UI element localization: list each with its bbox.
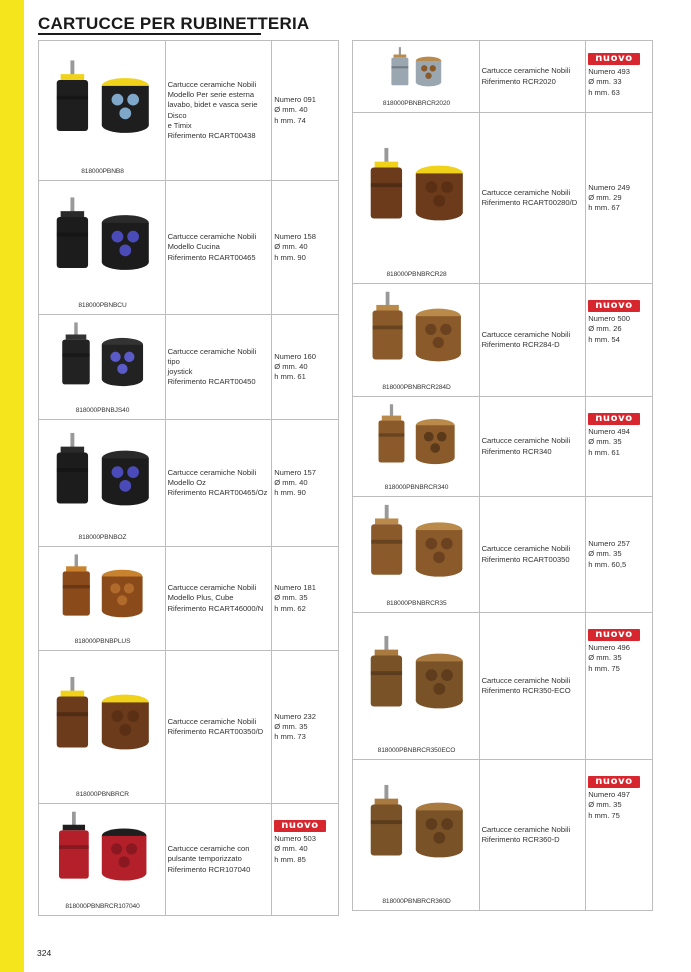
nuovo-badge: nuovo	[588, 413, 640, 425]
spec-line: h mm. 75	[588, 810, 620, 820]
cartridge-photo	[43, 185, 161, 300]
spec-line: Numero 249	[588, 182, 630, 192]
spec-line: h mm. 63	[588, 87, 620, 97]
nuovo-badge: nuovo	[274, 820, 326, 832]
product-row	[353, 613, 653, 760]
spec-line: Ø mm. 29	[588, 192, 622, 202]
product-specs	[586, 497, 653, 612]
spec-line: Ø mm. 26	[588, 324, 622, 334]
description-line: Cartucce ceramiche Nobili	[167, 467, 257, 477]
product-code: 818000PBNBRCR350ECO	[377, 746, 456, 754]
product-row	[353, 41, 653, 113]
product-row	[39, 651, 339, 804]
description-line: Cartucce ceramiche Nobili	[481, 66, 571, 76]
description-line: Cartucce ceramiche Nobili	[167, 79, 257, 89]
spec-line: Numero 496	[588, 643, 630, 653]
spec-line: Ø mm. 35	[274, 721, 308, 731]
product-description	[166, 547, 273, 650]
product-code: 818000PBNBRCR35	[386, 599, 447, 607]
product-specs	[272, 41, 339, 180]
product-image-cell	[353, 613, 480, 759]
description-line: Riferimento RCART00350/D	[167, 727, 264, 736]
product-code: 818000PBNBPLUS	[74, 637, 131, 645]
spec-line: h mm. 90	[274, 252, 306, 262]
product-image-cell	[353, 284, 480, 396]
description-line: Cartucce ceramiche Nobili	[481, 544, 571, 554]
left-product-table	[38, 40, 339, 916]
product-description	[166, 315, 273, 419]
product-specs	[272, 315, 339, 419]
description-line: Modello Cucina	[167, 242, 220, 252]
product-description	[166, 804, 273, 915]
spec-line: Numero 494	[588, 427, 630, 437]
product-description	[480, 113, 587, 283]
spec-line: Numero 160	[274, 351, 316, 361]
product-description	[166, 181, 273, 314]
spec-line: Numero 257	[588, 539, 630, 549]
spec-line: Ø mm. 35	[588, 437, 622, 447]
product-specs	[586, 41, 653, 112]
product-row	[353, 760, 653, 911]
description-line: Riferimento RCART00465/Oz	[167, 488, 268, 498]
spec-line: h mm. 74	[274, 115, 306, 125]
spec-line: Numero 493	[588, 67, 630, 77]
product-image-cell	[39, 804, 166, 915]
product-row	[39, 315, 339, 420]
spec-line: Ø mm. 40	[274, 105, 308, 115]
product-row	[39, 804, 339, 916]
description-line: Modello Plus, Cube	[167, 593, 234, 603]
spec-line: h mm. 90	[274, 488, 306, 498]
spec-line: Numero 158	[274, 232, 316, 242]
cartridge-photo	[43, 655, 161, 789]
spec-line: h mm. 62	[274, 603, 306, 613]
spec-line: Numero 157	[274, 467, 316, 477]
product-image-cell	[353, 760, 480, 910]
description-line: Riferimento RCR360-D	[481, 835, 560, 844]
spec-line: Numero 232	[274, 711, 316, 721]
description-line: Riferimento RCR2020	[481, 76, 556, 86]
spec-line: Numero 091	[274, 95, 316, 105]
description-line: Riferimento RCR340	[481, 446, 552, 456]
spec-line: h mm. 54	[588, 334, 620, 344]
product-row	[353, 397, 653, 497]
cartridge-photo	[43, 45, 161, 166]
spec-line: Ø mm. 33	[588, 77, 622, 87]
description-line: Riferimento RCR107040	[167, 864, 251, 874]
spec-line: h mm. 85	[274, 854, 306, 864]
nuovo-badge: nuovo	[588, 776, 640, 788]
cartridge-photo	[357, 117, 475, 269]
product-image-cell	[39, 651, 166, 803]
cartridge-photo	[357, 45, 475, 98]
spec-line: h mm. 75	[588, 663, 620, 673]
description-line: Cartucce ceramiche Nobili	[167, 232, 257, 242]
product-image-cell	[353, 41, 480, 112]
description-line: Cartucce ceramiche Nobili	[167, 716, 257, 726]
description-line: pulsante temporizzato	[167, 854, 242, 864]
cartridge-photo	[357, 764, 475, 896]
description-line: Riferimento RCR350-ECO	[481, 686, 571, 695]
description-line: Riferimento RCART00350	[481, 554, 570, 564]
product-image-cell	[353, 397, 480, 496]
spec-line: Ø mm. 40	[274, 844, 308, 854]
description-line: Cartucce ceramiche Nobili	[481, 436, 571, 446]
product-specs	[272, 547, 339, 650]
description-line: Cartucce ceramiche Nobili	[481, 824, 571, 834]
cartridge-photo	[43, 319, 161, 405]
product-image-cell	[39, 420, 166, 546]
title-underline	[38, 33, 261, 35]
page-number: 324	[37, 948, 52, 958]
spec-line: Ø mm. 35	[274, 593, 308, 603]
description-line: Cartucce ceramiche con	[167, 844, 250, 854]
product-specs	[272, 420, 339, 546]
product-code: 818000PBNBCU	[78, 301, 127, 309]
spec-line: Ø mm. 35	[588, 653, 622, 663]
product-specs	[586, 113, 653, 283]
right-product-table	[352, 40, 653, 911]
product-row	[39, 420, 339, 547]
nuovo-badge: nuovo	[588, 629, 640, 641]
product-code: 818000PBNBOZ	[78, 533, 127, 541]
description-line: Cartucce ceramiche Nobili	[481, 187, 571, 197]
description-line: Cartucce ceramiche Nobili	[167, 583, 257, 593]
spec-line: h mm. 60,5	[588, 559, 627, 569]
product-description	[166, 41, 273, 180]
spec-line: Numero 497	[588, 790, 630, 800]
cartridge-photo	[357, 288, 475, 382]
product-specs	[272, 181, 339, 314]
cartridge-photo	[357, 401, 475, 482]
product-image-cell	[39, 315, 166, 419]
spec-line: h mm. 61	[274, 372, 306, 382]
product-code: 818000PBNBRCR284D	[382, 383, 451, 391]
product-row	[39, 41, 339, 181]
nuovo-badge: nuovo	[588, 53, 640, 65]
product-code: 818000PBNBRCR	[76, 790, 129, 798]
description-line: Cartucce ceramiche Nobili tipo	[167, 346, 257, 366]
description-line: joystick	[167, 367, 193, 376]
spec-line: Numero 500	[588, 314, 630, 324]
spec-line: Ø mm. 35	[588, 800, 622, 810]
nuovo-badge: nuovo	[588, 300, 640, 312]
product-specs	[272, 804, 339, 915]
cartridge-photo	[357, 501, 475, 598]
product-description	[480, 284, 587, 396]
product-row	[353, 284, 653, 397]
description-line: Riferimento RCART00450	[167, 377, 256, 387]
product-row	[39, 547, 339, 651]
spec-line: h mm. 61	[588, 447, 620, 457]
description-line: lavabo, bidet e vasca serie Disco	[167, 100, 258, 120]
product-code: 818000PBNB8	[81, 167, 124, 175]
product-description	[480, 497, 587, 612]
product-code: 818000PBNBJS40	[75, 406, 130, 414]
product-code: 818000PBNBRCR360D	[382, 897, 451, 905]
product-specs	[586, 284, 653, 396]
product-code: 818000PBNBRCR2020	[382, 99, 451, 107]
description-line: Riferimento RCART00280/D	[481, 198, 578, 207]
description-line: Riferimento RCART00438	[167, 130, 256, 140]
description-line: Riferimento RCART46000/N	[167, 603, 264, 613]
cartridge-photo	[357, 617, 475, 745]
description-line: Riferimento RCR284-D	[481, 340, 560, 349]
cartridge-photo	[43, 551, 161, 636]
spec-line: h mm. 67	[588, 203, 620, 213]
product-description	[166, 420, 273, 546]
description-line: Cartucce ceramiche Nobili	[481, 329, 571, 339]
description-line: Modello Per serie esterna	[167, 90, 255, 100]
product-description	[480, 41, 587, 112]
description-line: Cartucce ceramiche Nobili	[481, 675, 571, 685]
product-specs	[586, 397, 653, 496]
product-specs	[272, 651, 339, 803]
cartridge-photo	[43, 808, 161, 901]
description-line: Modello Oz	[167, 477, 206, 487]
product-description	[166, 651, 273, 803]
product-code: 818000PBNBRCR107040	[65, 902, 140, 910]
product-image-cell	[39, 41, 166, 180]
description-line: e Timix	[167, 120, 192, 130]
description-line: Riferimento RCART00465	[167, 252, 256, 262]
product-row	[353, 497, 653, 613]
spec-line: Ø mm. 35	[588, 549, 622, 559]
spec-line: Numero 181	[274, 583, 316, 593]
product-description	[480, 760, 587, 910]
product-description	[480, 397, 587, 496]
product-code: 818000PBNBRCR28	[386, 270, 447, 278]
product-specs	[586, 760, 653, 910]
product-image-cell	[39, 181, 166, 314]
spec-line: h mm. 73	[274, 732, 306, 742]
product-description	[480, 613, 587, 759]
product-image-cell	[353, 113, 480, 283]
spec-line: Ø mm. 40	[274, 361, 308, 371]
spec-line: Numero 503	[274, 834, 316, 844]
cartridge-photo	[43, 424, 161, 532]
product-image-cell	[39, 547, 166, 650]
spec-line: Ø mm. 40	[274, 477, 308, 487]
product-image-cell	[353, 497, 480, 612]
yellow-side-bar	[0, 0, 24, 972]
product-row	[353, 113, 653, 284]
page-title: CARTUCCE PER RUBINETTERIA	[38, 14, 310, 33]
product-code: 818000PBNBRCR340	[384, 483, 449, 491]
product-specs	[586, 613, 653, 759]
product-row	[39, 181, 339, 315]
spec-line: Ø mm. 40	[274, 242, 308, 252]
